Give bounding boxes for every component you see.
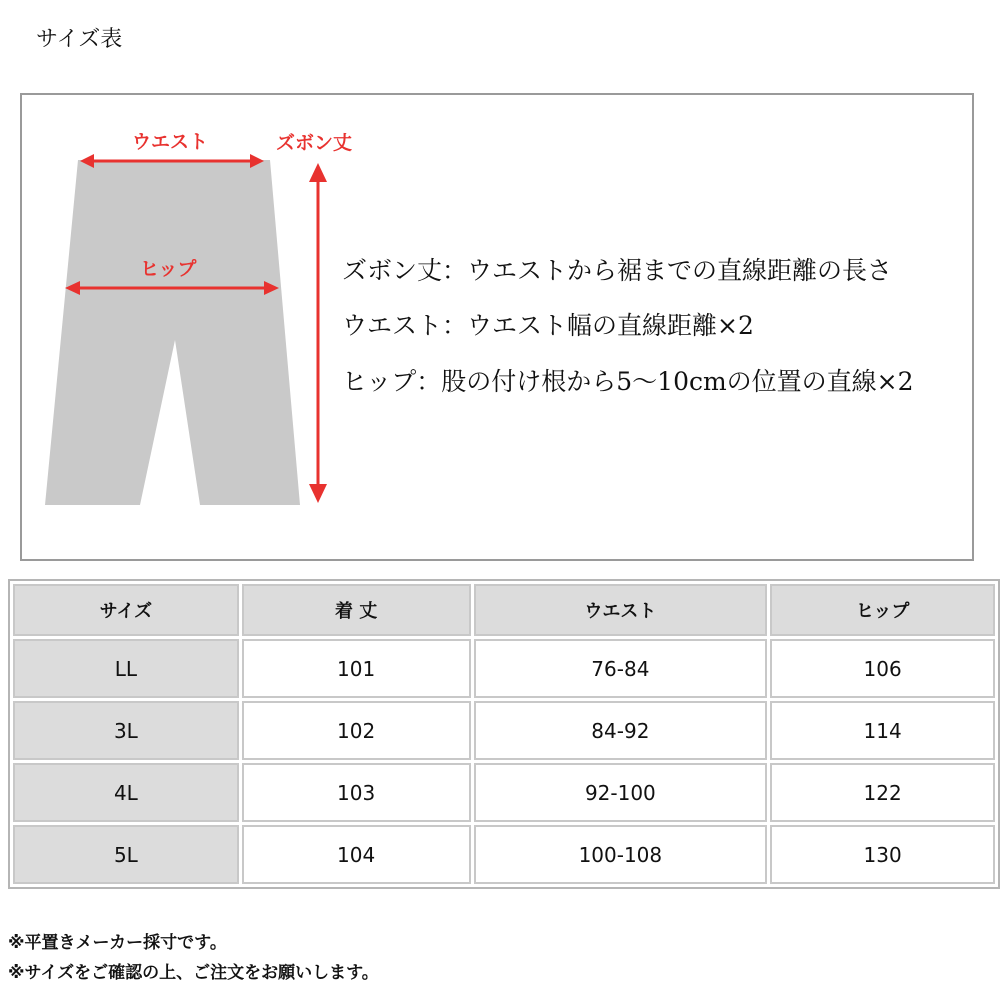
size-table [8,579,1000,889]
hip-cell: 114 [770,701,995,760]
table-row [13,763,995,822]
hip-cell: 122 [770,763,995,822]
hip-cell: 130 [770,825,995,884]
length-cell: 103 [242,763,471,822]
header-size: サイズ [13,584,239,636]
header-hip: ヒップ [770,584,995,636]
hip-description: ヒップ：股の付け根から5～10cmの位置の直線×2 [342,367,914,396]
waist-cell: 92-100 [474,763,768,822]
length-arrow [309,163,327,503]
table-row [13,825,995,884]
note-measurement: ※平置きメーカー採寸です。 [8,933,227,953]
length-label: ズボン丈 [276,132,353,154]
length-cell: 104 [242,825,471,884]
size-cell: 3L [13,701,239,760]
table-row [13,701,995,760]
length-description: ズボン丈：ウエストから裾までの直線距離の長さ [342,256,893,285]
waist-label: ウエスト [132,131,209,153]
header-waist: ウエスト [474,584,768,636]
waist-cell: 100-108 [474,825,768,884]
size-cell: 4L [13,763,239,822]
hip-cell: 106 [770,639,995,698]
waist-cell: 76-84 [474,639,768,698]
header-length: 着 丈 [242,584,471,636]
length-cell: 101 [242,639,471,698]
size-cell: LL [13,639,239,698]
waist-description: ウエスト：ウエスト幅の直線距離×2 [342,311,754,340]
hip-label: ヒップ [140,258,197,280]
note-confirm: ※サイズをご確認の上、ご注文をお願いします。 [8,963,379,983]
length-cell: 102 [242,701,471,760]
page-title: サイズ表 [36,27,123,52]
table-row [13,639,995,698]
table-header-row [13,584,995,636]
size-cell: 5L [13,825,239,884]
waist-cell: 84-92 [474,701,768,760]
pants-shape [45,160,300,505]
